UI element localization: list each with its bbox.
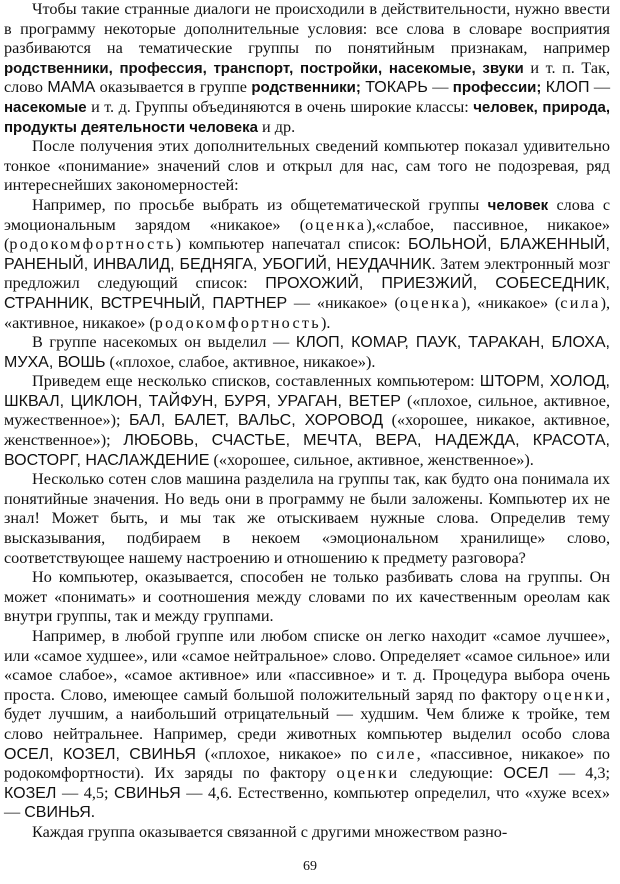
page-number: 69	[303, 859, 317, 874]
paragraph-3: Например, по просьбе выбрать из общетематической группы человек слова с эмоциональным зарядом «никакое» (оценка),«слабое, пассивное, никакое» (родокомфортность) компьютер напечатал список: БОЛЬНОЙ, БЛАЖЕННЫЙ, РАНЕНЫЙ, ИНВАЛИД, БЕДНЯГА, УБОГИЙ, НЕУДАЧНИК. Затем электронный мозг предложил следующий список: ПРОХОЖИЙ, ПРИЕЗЖИЙ, СОБЕСЕДНИК, СТРАННИК, ВСТРЕЧНЫЙ, ПАРТНЕР — «никакое» (оценка), «никакое» (сила), «активное, никакое» (родокомфортность).	[4, 195, 611, 332]
paragraph-9: Каждая группа оказывается связанной с другими множеством разно-	[32, 822, 508, 841]
paragraph-1: Чтобы такие странные диалоги не происходили в действительности, нужно ввести в программу некоторые дополнительные условия: все слова в словаре восприятия разбиваются на тематические группы по понятийным признакам, например родственники, профессия, транспорт, постройки, насекомые, звуки и т. п. Так, слово МАМА оказывается в группе родственники; ТОКАРЬ — профессии; КЛОП — насекомые и т. д. Группы объединяются в очень широкие классы: человек, природа, продукты деятельности человека и др.	[4, 0, 611, 136]
body-text	[4, 0, 610, 843]
paragraph-7: Но компьютер, оказывается, способен не только разбивать слова на группы. Он может «понимать» и соотношения между словами по их качественным ореолам как внутри группы, так и между группами.	[4, 568, 610, 626]
paragraph-5: Приведем еще несколько списков, составленных компьютером: ШТОРМ, ХОЛОД, ШКВАЛ, ЦИКЛОН, ТАЙФУН, БУРЯ, УРАГАН, ВЕТЕР («плохое, сильное, активное, мужественное»); БАЛ, БАЛЕТ, ВАЛЬС, ХОРОВОД («хорошее, никакое, активное, женственное»); ЛЮБОВЬ, СЧАСТЬЕ, МЕЧТА, ВЕРА, НАДЕЖДА, КРАСОТА, ВОСТОРГ, НАСЛАЖДЕНИЕ («хорошее, сильное, активное, женственное»).	[4, 372, 610, 469]
paragraph-8: Например, в любой группе или любом списке он легко находит «самое лучшее», или «самое худшее», или «самое нейтральное» слово. Определяет «самое сильное» или «самое слабое», «самое активное» или «пассивное» и т. д. Процедура выбора очень проста. Слово, имеющее самый большой положительный заряд по фактору оценки, будет лучшим, а наибольший отрицательный — худшим. Чем ближе к тройке, тем слово нейтральнее. Например, среди животных компьютер выделил особо слова ОСЕЛ, КОЗЕЛ, СВИНЬЯ («плохое, никакое» по силе, «пассивное, никакое» по родокомфортности). Их заряды по фактору оценки следующие: ОСЕЛ — 4,3; КОЗЕЛ — 4,5; СВИНЬЯ — 4,6. Естественно, компьютер определил, что «хуже всех» — СВИНЬЯ.	[4, 627, 611, 822]
paragraph-6: Несколько сотен слов машина разделила на группы так, как будто она понимала их понятийные значения. Но ведь они в программу не были заложены. Компьютер их не знал! Может быть, и мы так же отыскиваем нужные слова. Определив тему высказывания, подбираем в некоем «эмоциональном хранилище» слово, соответствующее нашему настроению и отношению к предмету разговора?	[4, 470, 610, 567]
paragraph-4: В группе насекомых он выделил — КЛОП, КОМАР, ПАУК, ТАРАКАН, БЛОХА, МУХА, ВОШЬ («плохое, слабое, активное, никакое»).	[4, 333, 610, 371]
paragraph-2: После получения этих дополнительных сведений компьютер показал удивительно тонкое «понимание» значений слов и открыл для нас, сам того не подозревая, ряд интереснейших закономерностей:	[4, 137, 610, 195]
